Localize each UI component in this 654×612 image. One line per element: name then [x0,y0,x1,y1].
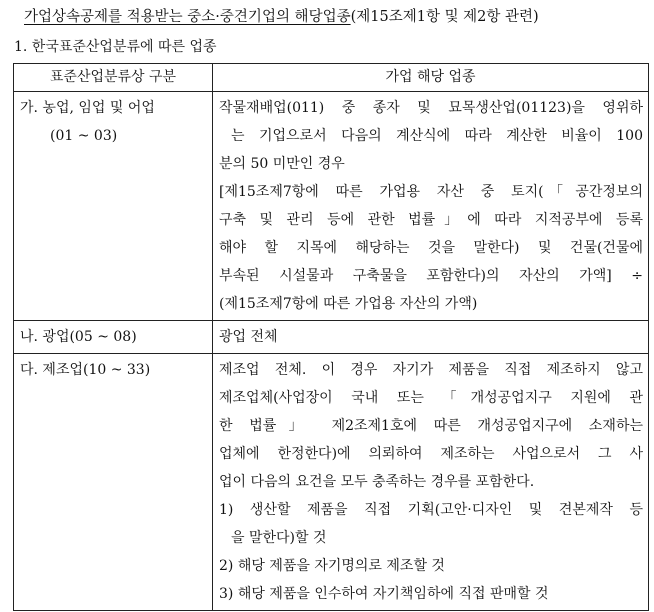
document-title-main: 가업상속공제를 적용받는 중소·중견기업의 해당업종 [24,9,351,25]
description-line: 는 기업으로서 다음의 계산식에 따라 계산한 비율이 100 [231,128,643,144]
description-line: 제조업 전체. 이 경우 자기가 제품을 직접 제조하지 않고 [219,362,643,378]
section-heading: 1. 한국표준산업분류에 따른 업종 [14,39,217,55]
description-line: 분의 50 미만인 경우 [219,156,345,172]
table-header-row [14,64,649,92]
description-line: 업체에 한정한다)에 의뢰하여 제조하는 사업으로서 그 사 [219,446,643,462]
document-title [24,6,539,28]
description-line: 2) 해당 제품을 자기명의로 제조할 것 [219,558,445,574]
category-cell [14,321,213,354]
description-line: 3) 해당 제품을 인수하여 자기책임하에 직접 판매할 것 [219,586,549,602]
description-line: 제조업체(사업장이 국내 또는 「개성공업지구 지원에 관 [219,390,643,406]
industry-table [13,63,649,611]
category-label: 나. 광업(05 ~ 08) [20,329,137,345]
table-row-manufacturing [14,354,649,611]
header-classification: 표준산업분류상 구분 [14,64,213,92]
description-line: 구축 및 관리 등에 관한 법률」에 따라 지적공부에 등록 [219,212,643,228]
description-cell [213,321,649,354]
description-cell [213,354,649,611]
description-line: 1) 생산할 제품을 직접 기획(고안·디자인 및 견본제작 등 [219,502,643,518]
description-line: 을 말한다)할 것 [231,530,327,546]
description-line: 부속된 시설물과 구축물을 포함한다)의 자산의 가액] ÷ [219,268,643,284]
description-line: 광업 전체 [219,329,278,345]
table-row-agriculture [14,92,649,321]
category-label: 다. 제조업(10 ~ 33) [20,362,151,378]
description-line: (제15조제7항에 따른 가업용 자산의 가액) [219,296,478,312]
table-row-mining [14,321,649,354]
description-line: 작물재배업(011) 중 종자 및 묘목생산업(01123)을 영위하 [219,100,643,116]
category-cell [14,92,213,321]
category-label: 가. 농업, 임업 및 어업 [20,100,155,116]
document-title-reference: (제15조제1항 및 제2항 관련) [350,9,539,25]
description-line: 업이 다음의 요건을 모두 충족하는 경우를 포함한다. [219,474,535,490]
description-line: [제15조제7항에 따른 가업용 자산 중 토지(「공간정보의 [219,184,643,200]
description-cell [213,92,649,321]
header-eligible-industry: 가업 해당 업종 [213,64,649,92]
category-code: (01 ~ 03) [50,128,118,144]
category-cell [14,354,213,611]
description-line: 해야 할 지목에 해당하는 것을 말한다) 및 건물(건물에 [219,240,643,256]
description-line: 한 법률」 제2조제1호에 따른 개성공업지구에 소재하는 [219,418,643,434]
